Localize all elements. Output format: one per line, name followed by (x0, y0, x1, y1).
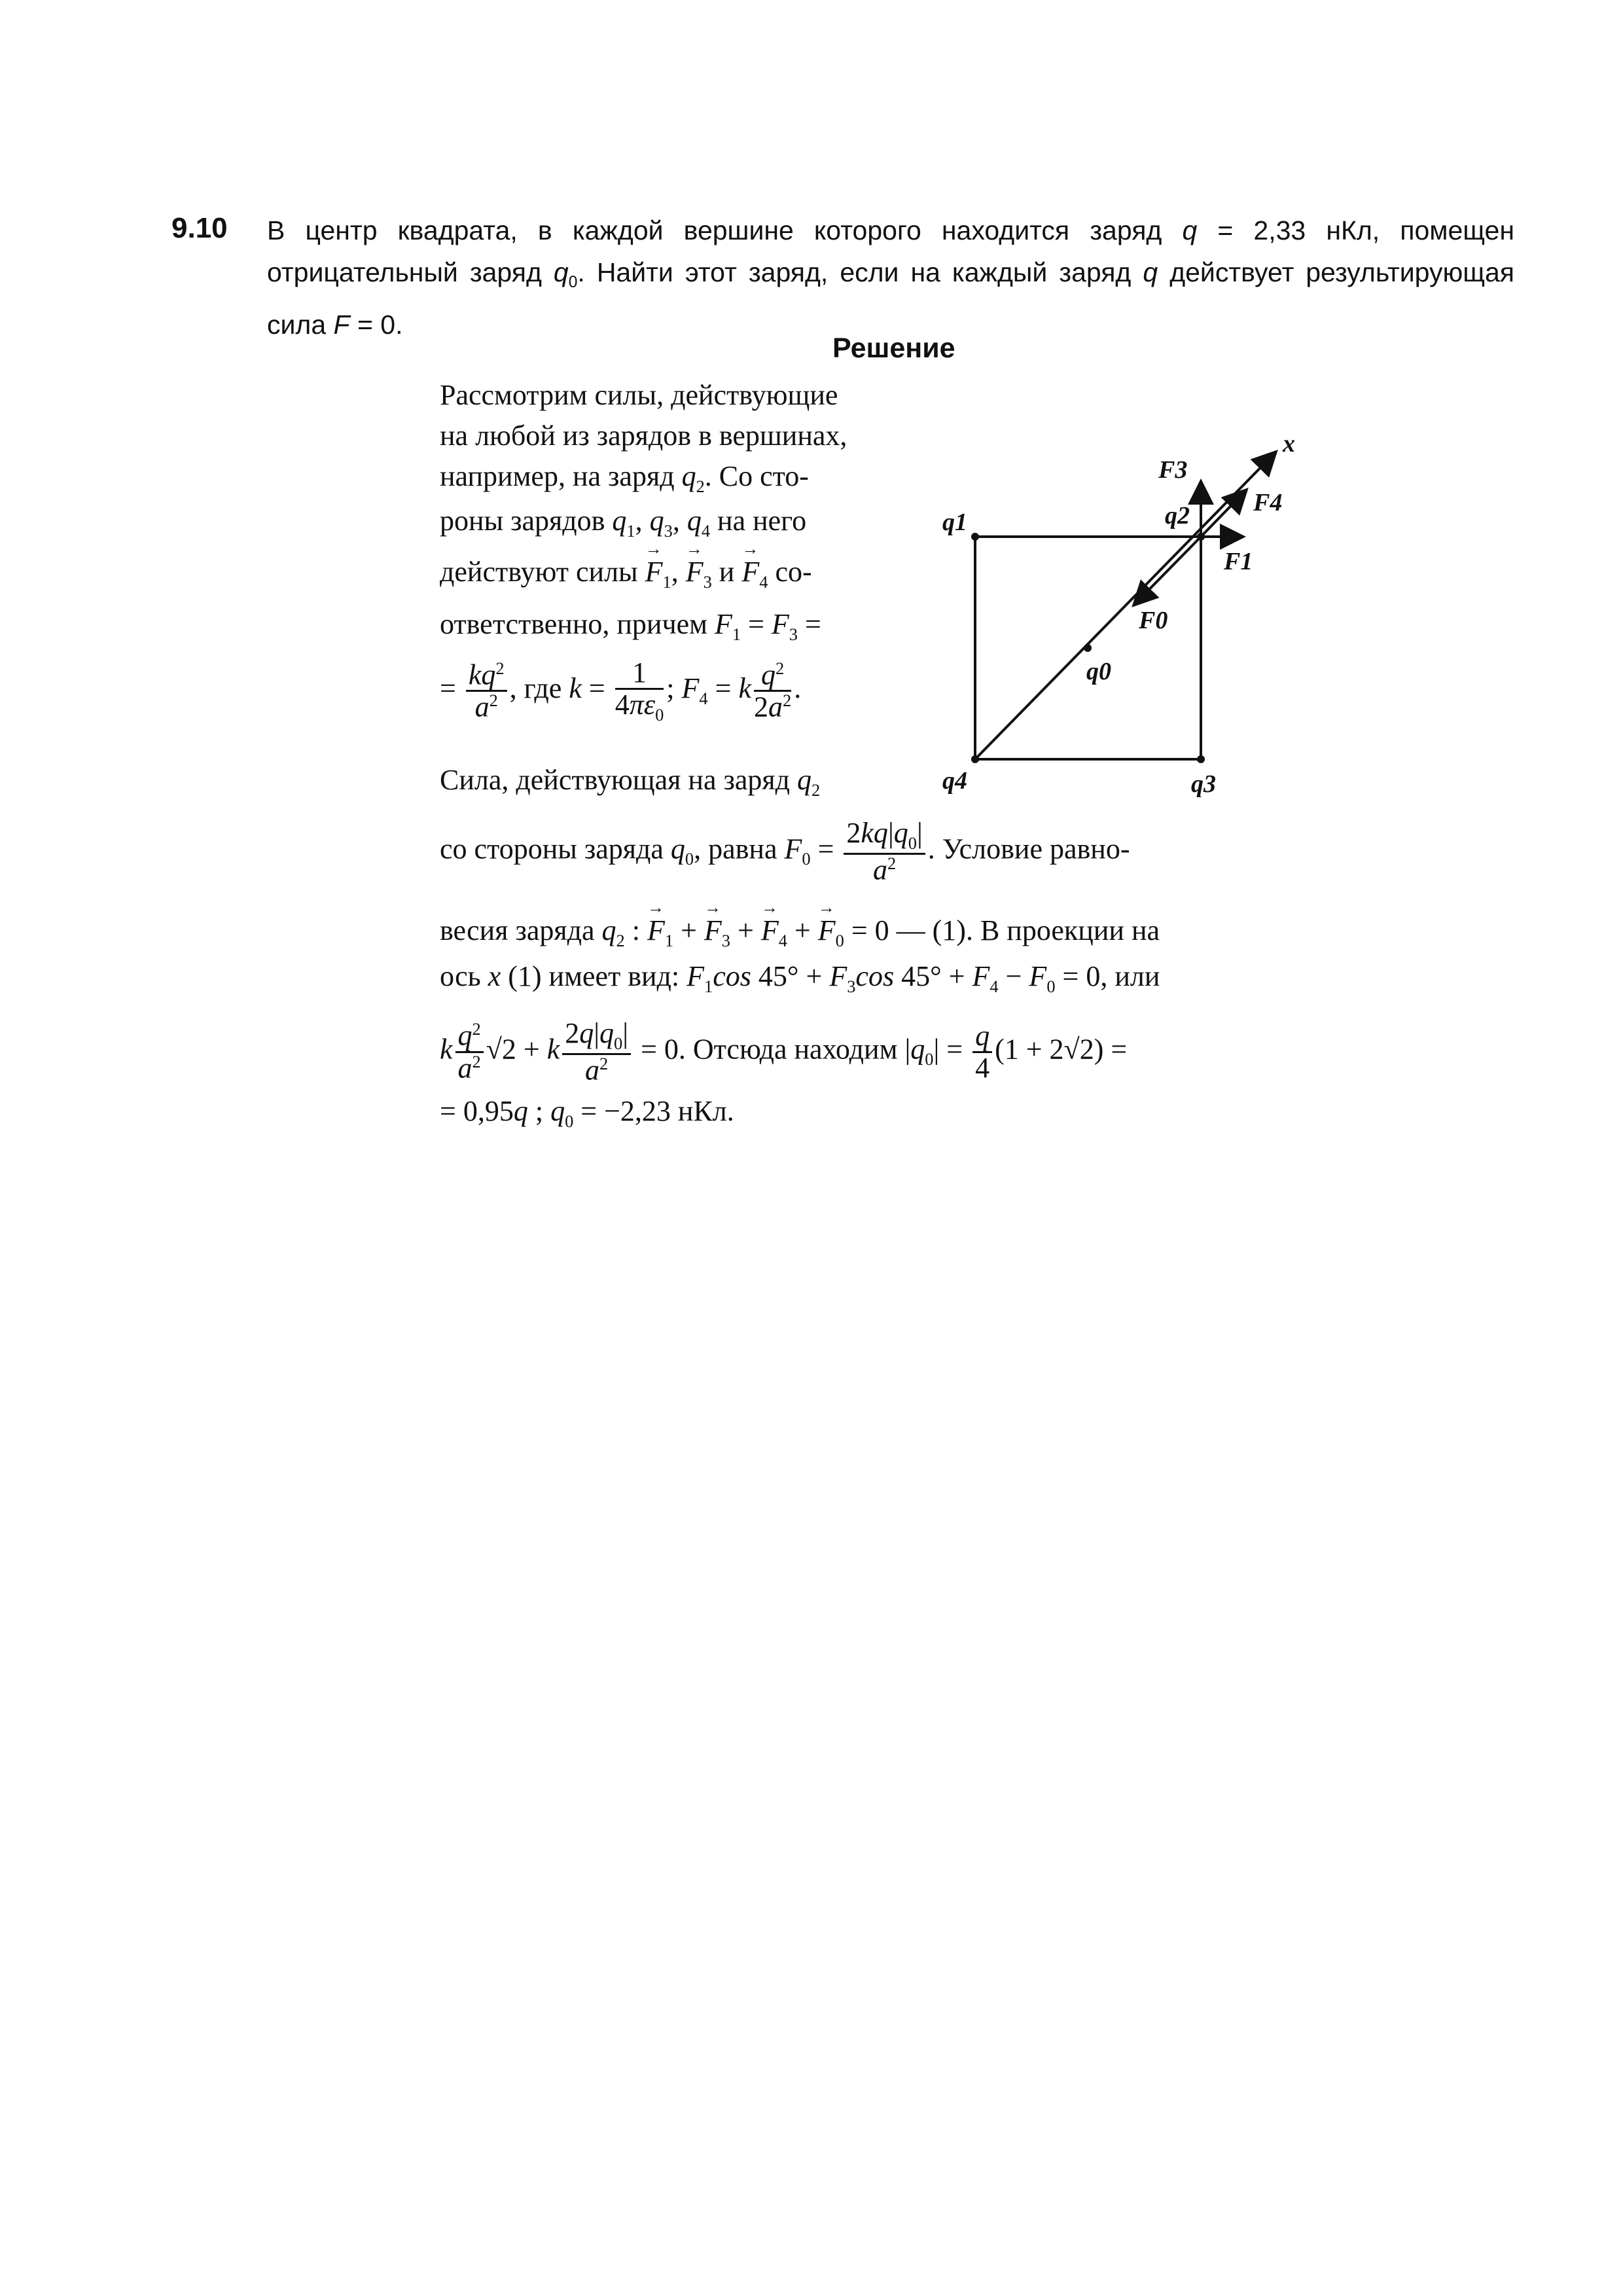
solution-line-11: ось x (1) имеет вид: $F_1\cos$ $45^\circ + F_3\cos$ $45^\circ + F_4 - F_0 = 0$, или (440, 960, 1160, 996)
solution-line-8: Сила, действующая на заряд $q_2$ (440, 764, 821, 800)
label-f0: F0 (1139, 607, 1168, 634)
charge-q3-dot (1197, 755, 1205, 763)
label-q1: q1 (942, 509, 967, 536)
solution-line-5: действуют силы → $F_1$, → $F_3$ $и \to F_4$ со- (440, 555, 812, 592)
label-q3: q3 (1191, 770, 1216, 798)
solution-line-13: = 0,95q ; $q_0 = -2,23$ нКл. (440, 1095, 734, 1131)
problem-statement: В центр квадрата, в каждой вершине которого находится заряд q = 2,33 нКл, помещен отрицательный заряд $q_0$. Найти этот заряд, если на каждый заряд q действует результирующая сила F = 0. (267, 215, 1522, 340)
solution-line-7: = $\frac{kq^2}{a^2}$ , где k = $\frac{1}{4\pi\varepsilon_0}$ ; $F_4 = k$ $\frac{q^2}{2a^2}$ . (440, 656, 802, 725)
label-q2: q2 (1165, 502, 1190, 529)
solution-line-1: Рассмотрим силы, действующие (440, 379, 838, 411)
label-f1: F1 (1224, 548, 1253, 575)
solution-heading: Решение (832, 332, 955, 364)
solution-line-4: роны зарядов $q_1$, $q_3$, $q_4$ на него (440, 505, 807, 541)
diagonal-axis-x (975, 452, 1276, 759)
solution-line-9: со стороны заряда $q_0$, равна $F_0$ = $\frac{2kq|q_0|}{a^2}$ . Условие равно- (440, 817, 1130, 886)
solution-line-12: k $\frac{q^2}{a^2}$ √2 + k $\frac{2q|q_0|}{a^2}$ = 0. Отсюда находим $|q_0|$ = $\frac{q}{4}$ (1 + 2√2) = (440, 1017, 1128, 1086)
problem-number: 9.10 (171, 212, 228, 244)
label-q4: q4 (942, 767, 967, 795)
label-f4: F4 (1253, 489, 1283, 516)
solution-line-2: на любой из зарядов в вершинах, (440, 420, 847, 452)
charge-q0-dot (1084, 644, 1092, 652)
charge-q2-dot (1197, 533, 1205, 541)
charge-q4-dot (971, 755, 979, 763)
label-f3: F3 (1158, 456, 1188, 484)
solution-line-10: весия заряда $q_2$ : → $F_1$ + → $F_3$ + → $F_4$ + → $F_0 = 0$ — (1). В проекции на (440, 914, 1160, 951)
solution-line-6: ответственно, причем $F_1 = F_3$ = (440, 608, 821, 644)
solution-line-3: например, на заряд $q_2$. Со сто- (440, 460, 809, 496)
label-x: x (1283, 432, 1295, 457)
charge-q1-dot (971, 533, 979, 541)
force-f4-arrow (1201, 490, 1247, 537)
force-diagram (929, 432, 1322, 798)
label-q0: q0 (1086, 658, 1111, 685)
force-f0-arrow (1133, 537, 1201, 605)
